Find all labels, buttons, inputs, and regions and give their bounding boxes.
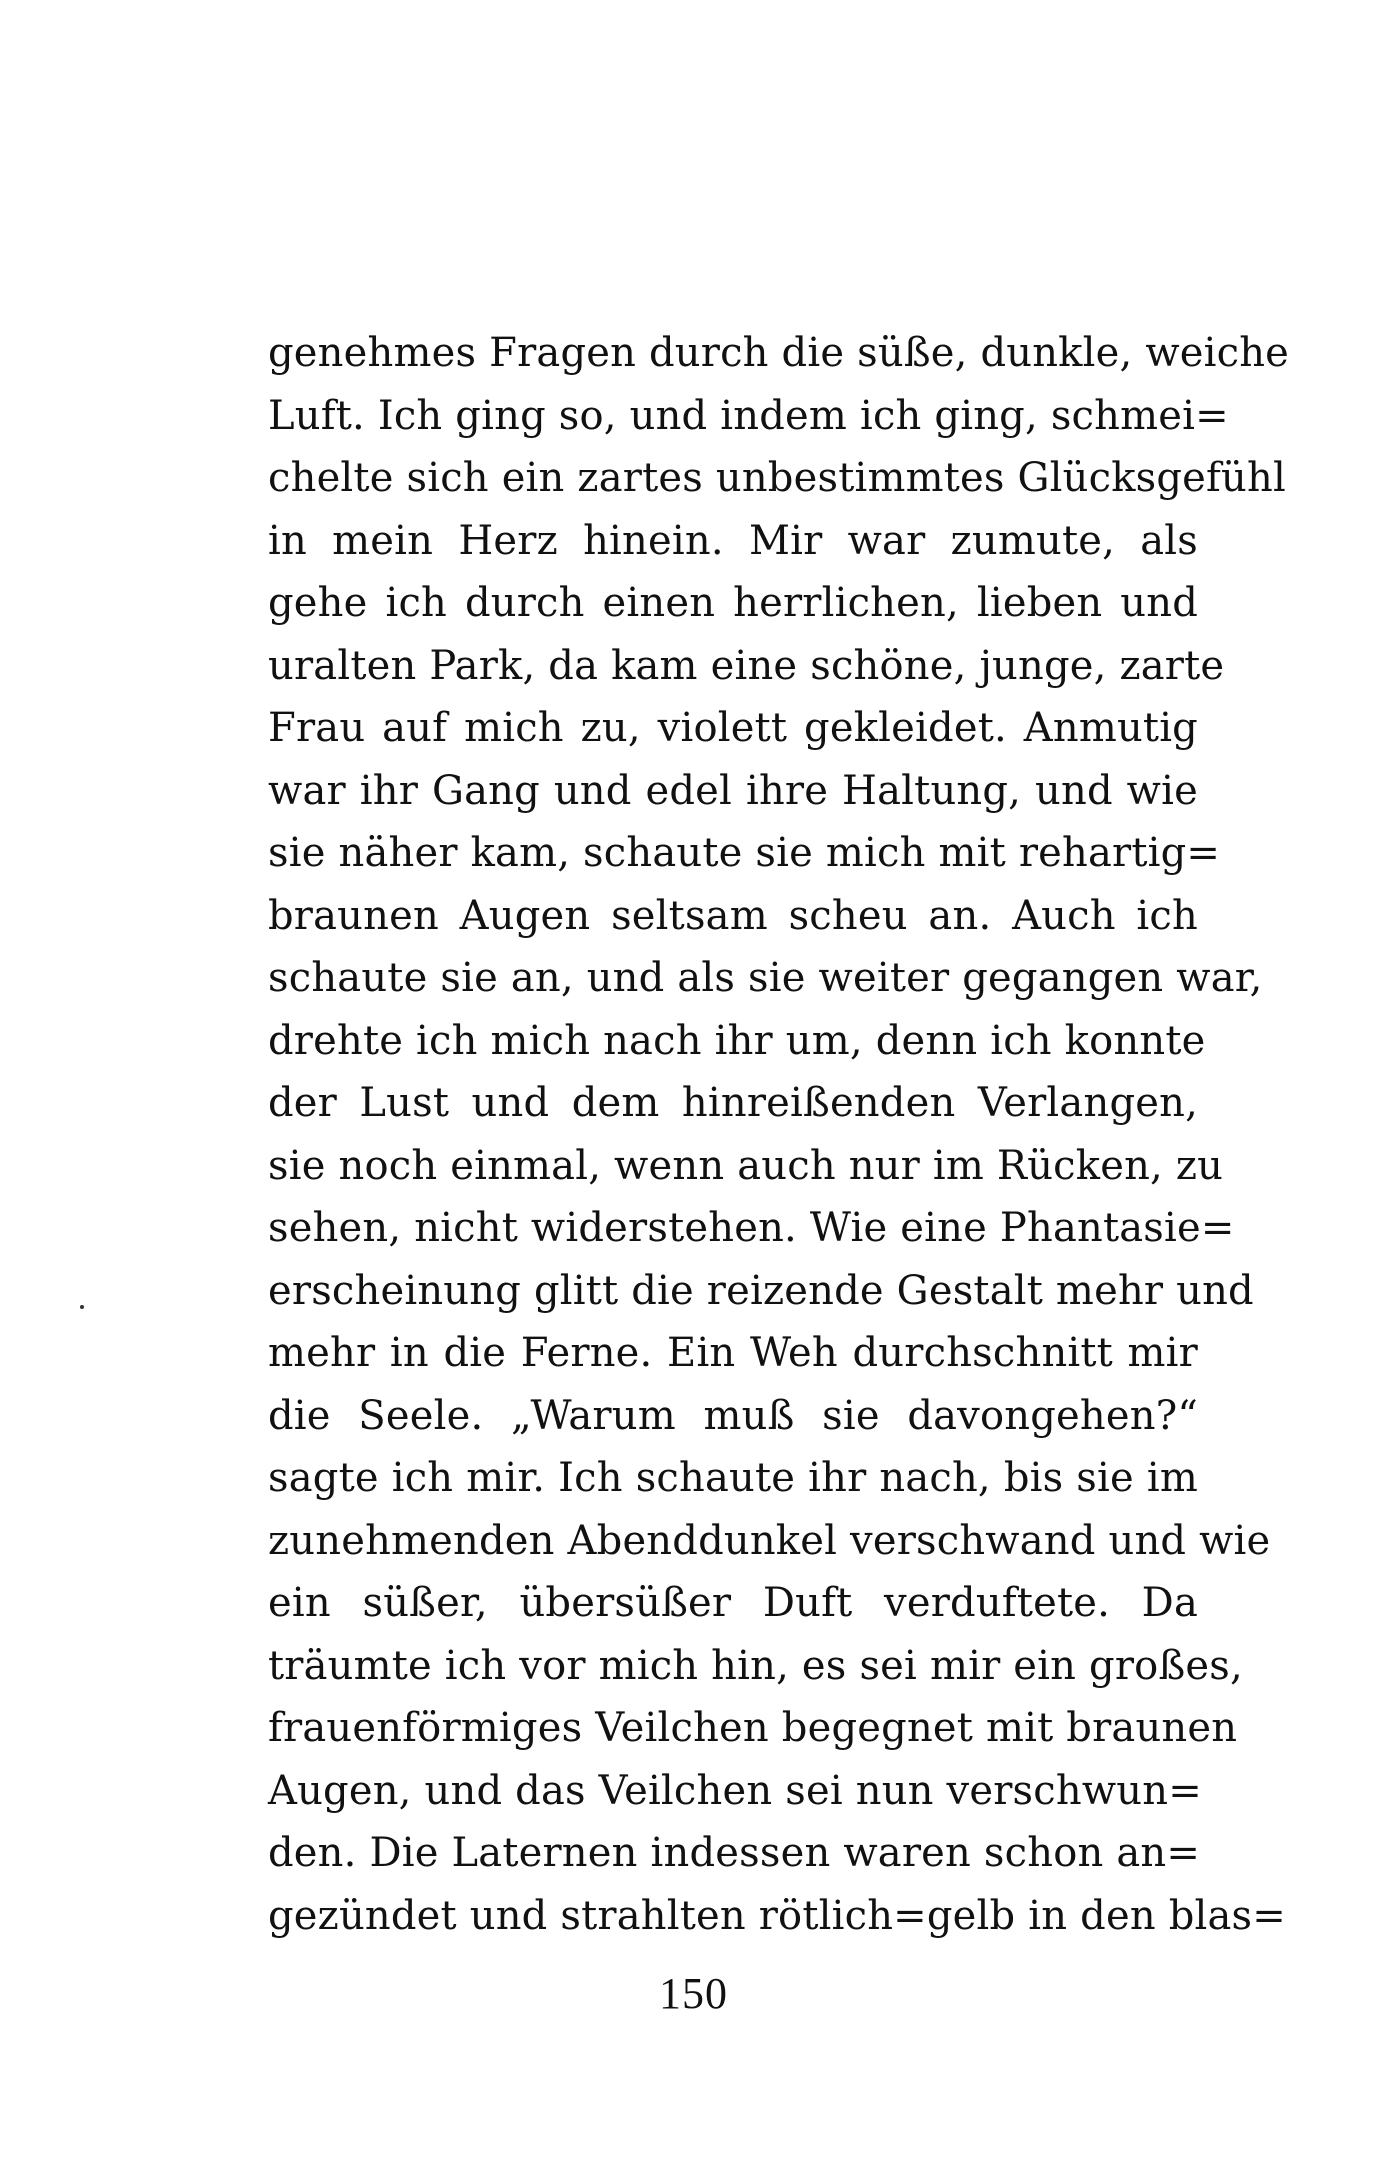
text-line-13: der Lust und dem hinreißenden Verlangen, (268, 1080, 1198, 1126)
text-line-2: Luft. Ich ging so, und indem ich ging, schmei= (268, 392, 1229, 439)
text-line-21: ein süßer, übersüßer Duft verduftete. Da (268, 1580, 1198, 1626)
text-line-8: war ihr Gang und edel ihre Haltung, und wie (268, 767, 1198, 814)
text-line-6: uralten Park, da kam eine schöne, junge, zarte (268, 642, 1225, 689)
text-line-10: braunen Augen seltsam scheu an. Auch ich (268, 892, 1198, 939)
text-line-22: träumte ich vor mich hin, es sei mir ein großes, (268, 1642, 1243, 1689)
text-line-20: zunehmenden Abenddunkel verschwand und wie (268, 1517, 1271, 1564)
text-line-9: sie näher kam, schaute sie mich mit rehartig= (268, 830, 1221, 876)
text-line-17: mehr in die Ferne. Ein Weh durchschnitt mir (268, 1330, 1198, 1376)
text-line-4: in mein Herz hinein. Mir war zumute, als (268, 517, 1198, 564)
text-line-14: sie noch einmal, wenn auch nur im Rücken, zu (268, 1142, 1224, 1189)
text-line-15: sehen, nicht widerstehen. Wie eine Phantasie= (268, 1205, 1235, 1251)
text-line-16: erscheinung glitt die reizende Gestalt mehr und (268, 1267, 1254, 1314)
text-line-24: Augen, und das Veilchen sei nun verschwun= (268, 1767, 1202, 1814)
text-line-11: schaute sie an, und als sie weiter gegangen war, (268, 955, 1263, 1001)
text-line-26: gezündet und strahlten rötlich=gelb in den blas= (268, 1892, 1286, 1939)
text-line-19: sagte ich mir. Ich schaute ihr nach, bis sie im (268, 1455, 1198, 1501)
text-line-12: drehte ich mich nach ihr um, denn ich konnte (268, 1017, 1206, 1064)
page-number: 150 (659, 1969, 728, 2018)
text-line-1: genehmes Fragen durch die süße, dunkle, weiche (268, 330, 1290, 376)
text-line-18: die Seele. „Warum muß sie davongehen?“ (268, 1392, 1198, 1439)
paper-speck (80, 1305, 84, 1309)
text-line-23: frauenförmiges Veilchen begegnet mit braunen (268, 1705, 1238, 1751)
text-line-7: Frau auf mich zu, violett gekleidet. Anmutig (268, 705, 1198, 751)
body-text (268, 322, 1290, 1947)
text-line-5: gehe ich durch einen herrlichen, lieben und (268, 580, 1198, 626)
text-line-3: chelte sich ein zartes unbestimmtes Glücksgefühl (268, 455, 1286, 501)
text-line-25: den. Die Laternen indessen waren schon an= (268, 1830, 1201, 1876)
